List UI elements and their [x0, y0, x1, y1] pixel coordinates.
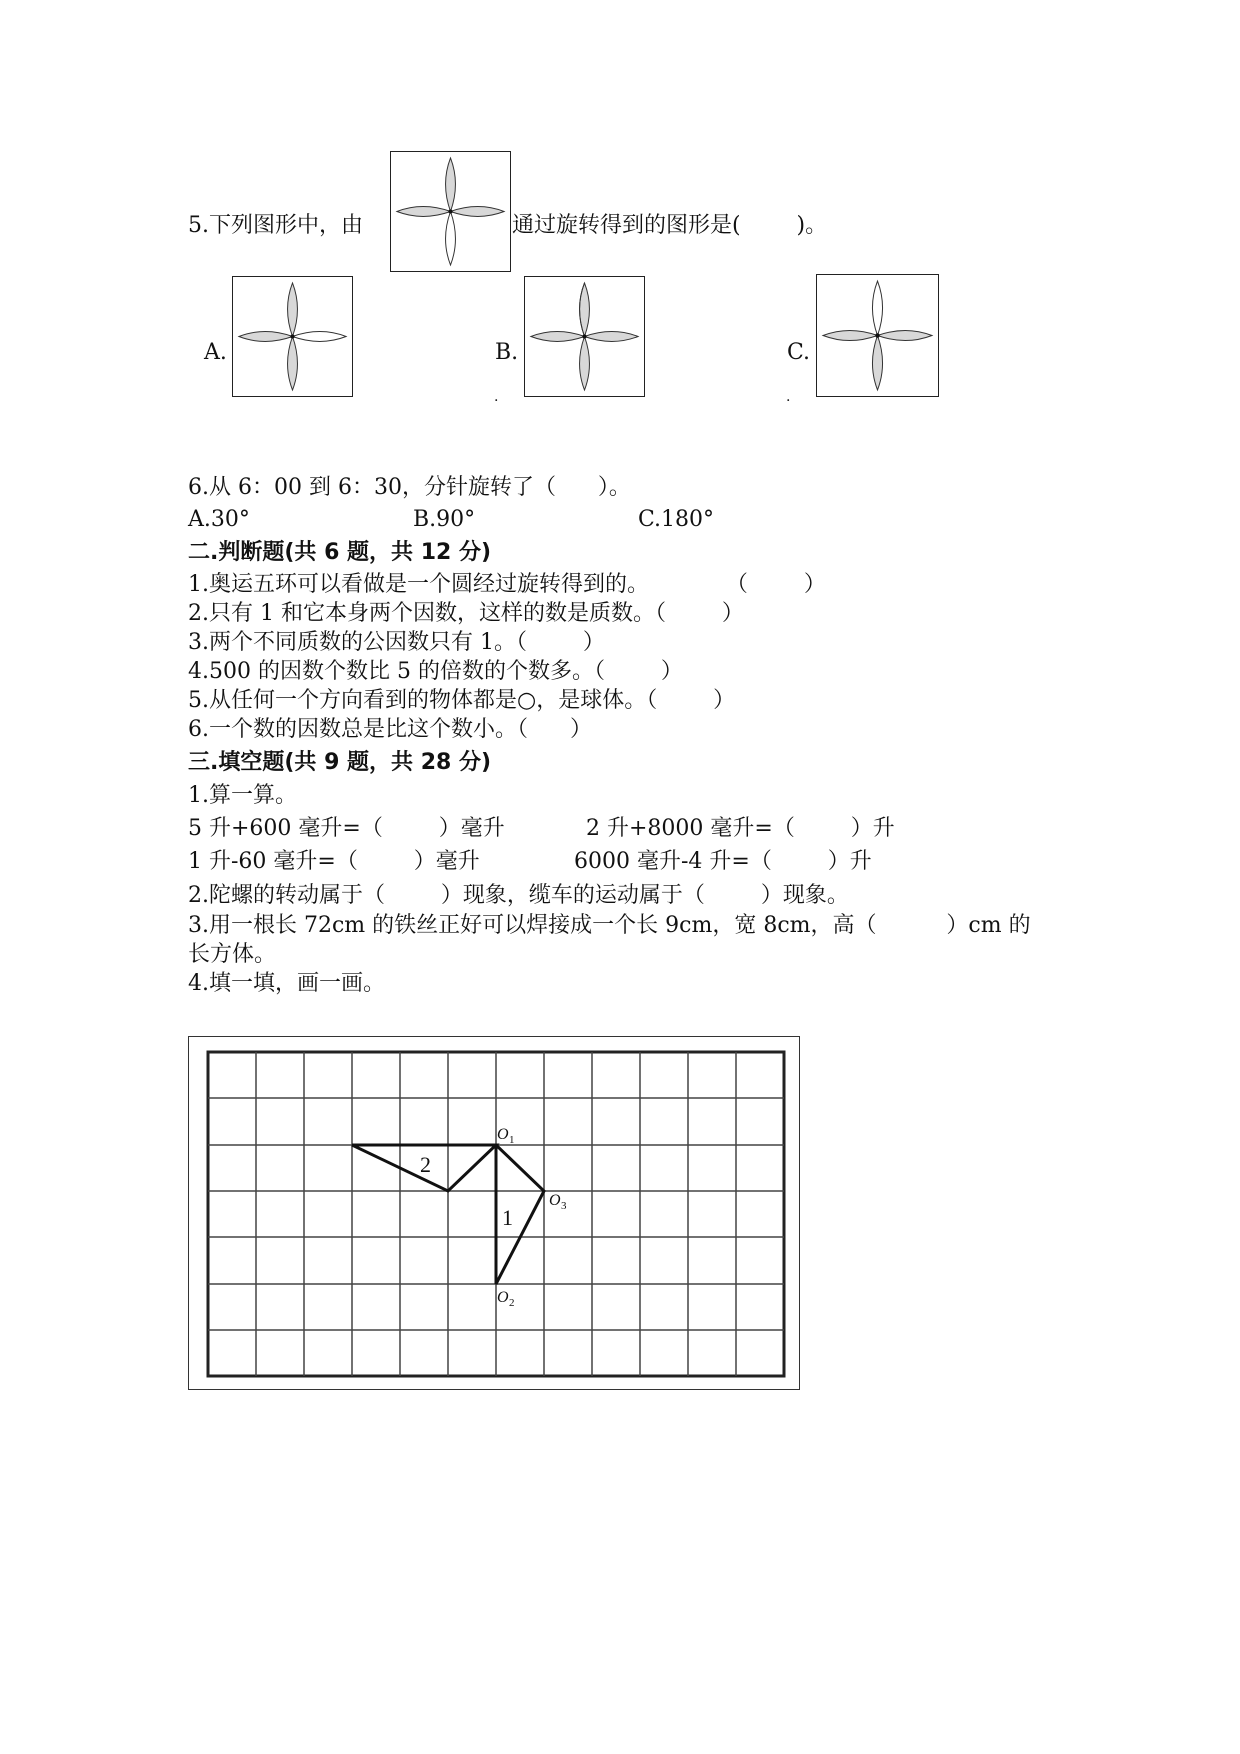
flower-reference-icon [391, 152, 510, 271]
triangle-1-label: 1 [502, 1205, 513, 1230]
q5-prefix: 5.下列图形中，由 [188, 213, 363, 238]
point-o1-subscript: 1 [509, 1134, 515, 1146]
flower-option-c-icon [817, 275, 938, 396]
q6-option-c[interactable]: C.180° [638, 507, 715, 532]
section3-q2: 2.陀螺的转动属于（ ）现象，缆车的运动属于（ ）现象。 [188, 883, 849, 908]
section3-q4: 4.填一填，画一画。 [188, 971, 385, 996]
q6-question: 6.从 6：00 到 6：30，分针旋转了（ ）。 [188, 475, 631, 500]
point-o2-label: O [497, 1289, 509, 1306]
section3-title: 三.填空题(共 9 题，共 28 分) [188, 750, 492, 775]
grid-svg [189, 1037, 799, 1389]
section2-item-2: 2.只有 1 和它本身两个因数，这样的数是质数。（ ） [188, 601, 744, 626]
q5-option-c-label: C. [787, 340, 811, 365]
point-o3-label: O [549, 1192, 561, 1209]
flower-option-b-icon [525, 277, 644, 396]
section3-q1-row2-a: 1 升-60 毫升=（ ）毫升 [188, 849, 480, 874]
section2-title: 二.判断题(共 6 题，共 12 分) [188, 540, 492, 565]
q5-reference-figure [390, 151, 511, 272]
section3-q1-row2-b: 6000 毫升-4 升=（ ）升 [574, 849, 872, 874]
section3-q3-line1: 3.用一根长 72cm 的铁丝正好可以焊接成一个长 9cm，宽 8cm，高（ ）cm 的 [188, 913, 1031, 938]
q5-suffix: 通过旋转得到的图形是( )。 [512, 213, 828, 238]
section3-q1-title: 1.算一算。 [188, 783, 297, 808]
q5-option-b-dot: . [494, 389, 499, 405]
section2-item-6: 6.一个数的因数总是比这个数小。（ ） [188, 717, 592, 742]
q5-option-c-dot: . [786, 389, 791, 405]
section3-q1-row1-a: 5 升+600 毫升=（ ）毫升 [188, 816, 505, 841]
point-o3-subscript: 3 [561, 1200, 567, 1212]
point-o2-subscript: 2 [509, 1297, 515, 1309]
flower-option-a-icon [233, 277, 352, 396]
q5-option-b-figure[interactable] [524, 276, 645, 397]
point-o1-label: O [497, 1126, 509, 1143]
q5-option-a-label: A. [204, 340, 227, 365]
q5-option-b-label: B. [495, 340, 519, 365]
q5-option-a-figure[interactable] [232, 276, 353, 397]
triangle-2-label: 2 [420, 1152, 431, 1177]
q6-option-a[interactable]: A.30° [188, 507, 250, 532]
section3-q3-line2: 长方体。 [188, 942, 277, 967]
section2-item-1: 1.奥运五环可以看做是一个圆经过旋转得到的。 （ ） [188, 572, 826, 597]
section2-item-5: 5.从任何一个方向看到的物体都是○，是球体。（ ） [188, 688, 736, 713]
section2-item-4: 4.500 的因数个数比 5 的倍数的个数多。（ ） [188, 659, 683, 684]
section3-q1-row1-b: 2 升+8000 毫升=（ ）升 [586, 816, 895, 841]
q6-option-b[interactable]: B.90° [413, 507, 476, 532]
grid-figure [188, 1036, 800, 1390]
section2-item-3: 3.两个不同质数的公因数只有 1。（ ） [188, 630, 605, 655]
q5-option-c-figure[interactable] [816, 274, 939, 397]
